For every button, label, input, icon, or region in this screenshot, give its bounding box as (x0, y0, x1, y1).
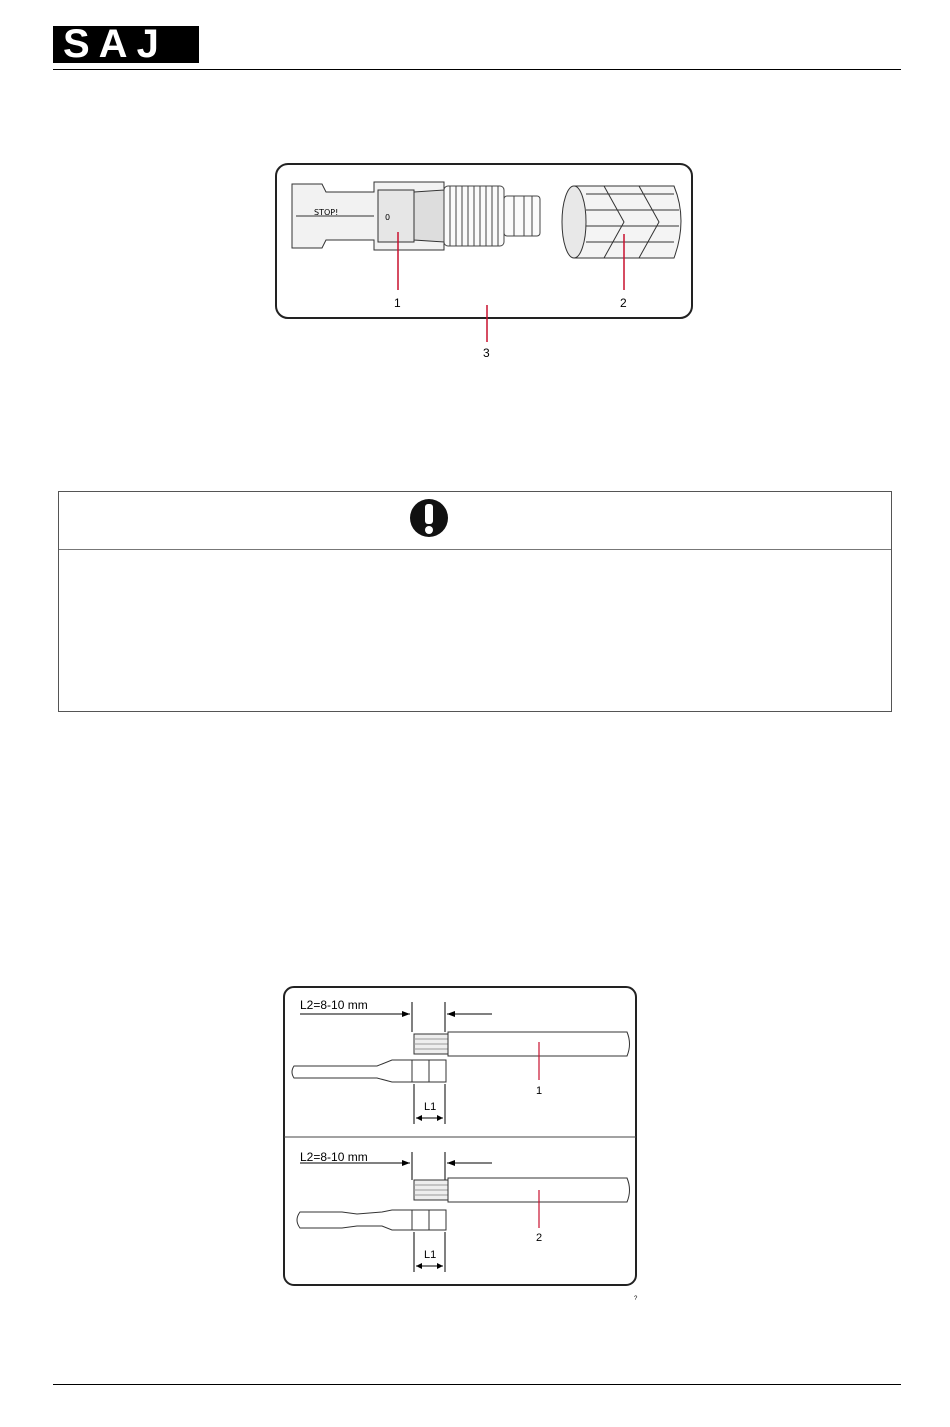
l2-label-bottom: L2=8-10 mm (300, 1150, 368, 1164)
callout-label-3: 3 (483, 346, 490, 360)
connector-figure (274, 162, 696, 362)
saj-logo: SAJ (53, 26, 199, 63)
footer-rule (53, 1384, 901, 1385)
connector-stop-text: STOP! (314, 208, 339, 217)
callout-bottom: 2 (536, 1232, 543, 1244)
l1-label-bottom: L1 (424, 1249, 437, 1261)
caution-box (58, 491, 892, 712)
callout-label-1: 1 (394, 296, 401, 310)
caution-body (59, 550, 891, 710)
wire-strip-figure (282, 984, 642, 1304)
cap-nut (562, 186, 681, 258)
header-rule (53, 69, 901, 70)
corner-mark: ? (634, 1296, 638, 1302)
callout-label-2: 2 (620, 296, 627, 310)
exclamation-circle-icon (409, 498, 449, 538)
l1-label-top: L1 (424, 1101, 437, 1113)
caution-header (59, 492, 891, 550)
l2-label-top: L2=8-10 mm (300, 998, 368, 1012)
connector-mark-text: 0 (385, 213, 391, 222)
callout-top: 1 (536, 1085, 543, 1097)
